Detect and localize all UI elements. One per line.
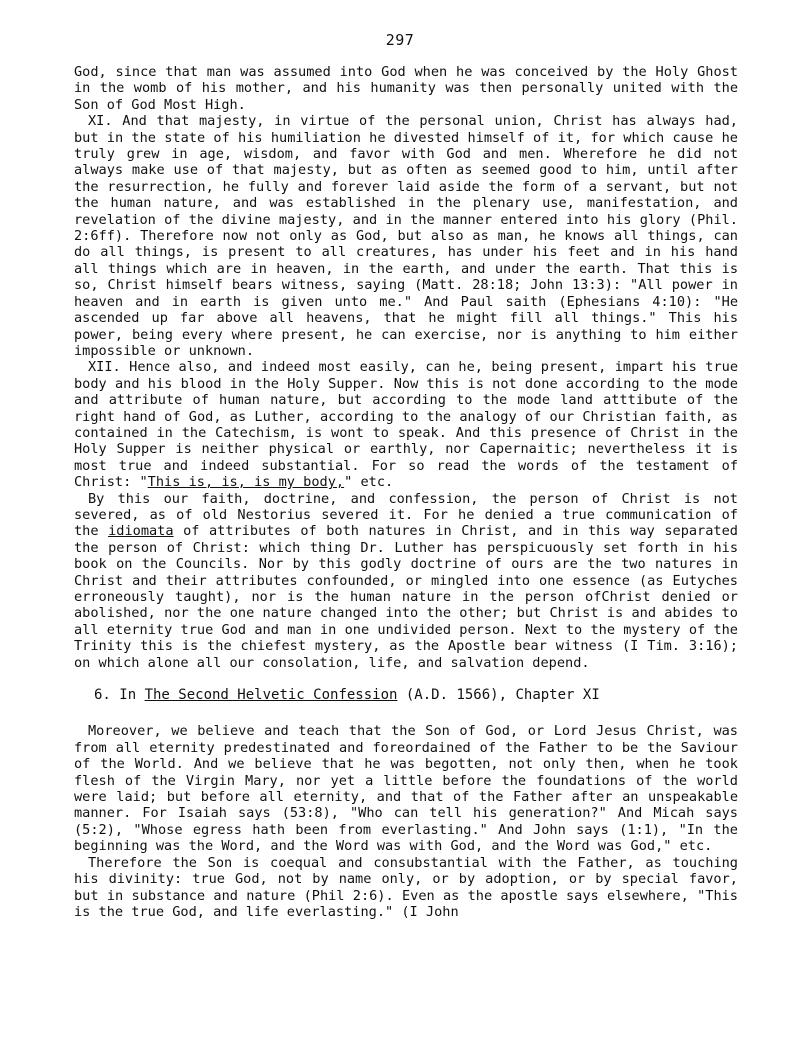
paragraph-coequal: Therefore the Son is coequal and consubstantial with the Father, as touching his divinity: true God, not by name only, or by adoption, or by special favor, but in substance and nature (Phil 2:6). Even as the apostle says elsewhere, "This is the true God, and life everlasting." (I John [74,854,738,920]
underlined-quotation: This is, is, is my body, [147,474,345,491]
paragraph-continued: God, since that man was assumed into God when he was conceived by the Holy Ghost in the womb of his mother, and his humanity was then personally united with the Son of God Most High. [74,64,738,113]
page-number: 297 [385,31,415,49]
underlined-term-idiomata: idiomata [108,523,174,540]
section-heading [74,687,738,703]
paragraph-confession-rest: of attributes of both natures in Christ, and in this way separated the person of Christ: which thing Dr. Luther has perspicuously set forth in his book on the Councils. Nor by this godly doctrine of ours are the two natures in Christ and their attributes confounded, or mingled into one essence (as Eutyches erroneously taught), nor is the human nature in the person ofChrist denied or abolished, nor the one nature changed into the other; but Christ is and abides to all eternity true God and man in one undivided person. Next to the mystery of the Trinity this is the chiefest mystery, as the Apostle bear witness (I Tim. 3:16); on which alone all our consolation, life, and salvation depend. [74,523,738,671]
paragraph-article-xii [74,359,738,490]
section-heading-number: 6. In [94,687,145,704]
paragraph-son-of-god: Moreover, we believe and teach that the Son of God, or Lord Jesus Christ, was from all eternity predestinated and foreordained of the Father to be the Saviour of the World. And we believe that he was begotten, not only then, when he took flesh of the Virgin Mary, nor yet a little before the foundations of the world were laid; but before all eternity, and that of the Father after an unspeakable manner. For Isaiah says (53:8), "Who can tell his generation?" And Micah says (5:2), "Whose egress hath been from everlasting." And John says (1:1), "In the beginning was the Word, and the Word was with God, and the Word was God," etc. [74,723,738,855]
body-text [74,64,738,920]
paragraph-confession-text: By this our faith, doctrine, and confession, the person of Christ is not severed, as of old Nestorius severed it. For he denied a true communication of the [74,490,738,540]
paragraph-article-xi: XI. And that majesty, in virtue of the personal union, Christ has always had, but in the state of his humiliation he divested himself of it, for which cause he truly grew in age, wisdom, and favor with God and men. Wherefore he did not always make use of that majesty, but as often as seemed good to him, until after the resurrection, he fully and forever laid aside the form of a servant, but not the human nature, and was established in the plenary use, manifestation, and revelation of the divine majesty, and in the manner entered into his glory (Phil. 2:6ff). Therefore now not only as God, but also as man, he knows all things, can do all things, is present to all creatures, has under his feet and in his hand all things which are in heaven, in the earth, and under the earth. That this is so, Christ himself bears witness, saying (Matt. 28:18; John 13:3): "All power in heaven and in earth is given unto me." And Paul saith (Ephesians 4:10): "He ascended up far above all heavens, that he might fill all things." This his power, being every where present, he can exercise, nor is anything to him either impossible or unknown. [74,113,738,359]
paragraph-article-xii-text: XII. Hence also, and indeed most easily, can he, being present, impart his true body and his blood in the Holy Supper. Now this is not done according to the mode and attribute of human nature, but according to the mode land atttibute of the right hand of God, as Luther, according to the analogy of our Christian faith, as contained in the Catechism, is wont to speak. And this presence of Christ in the Holy Supper is neither physical or earthly, nor Capernaitic; nevertheless it is most true and indeed substantial. For so read the words of the testament of Christ: " [74,359,738,491]
section-heading-title: The Second Helvetic Confession [144,687,398,704]
paragraph-confession [74,491,738,671]
paragraph-article-xii-ending: " etc. [344,474,394,491]
section-heading-detail: (A.D. 1566), Chapter XI [397,687,600,704]
